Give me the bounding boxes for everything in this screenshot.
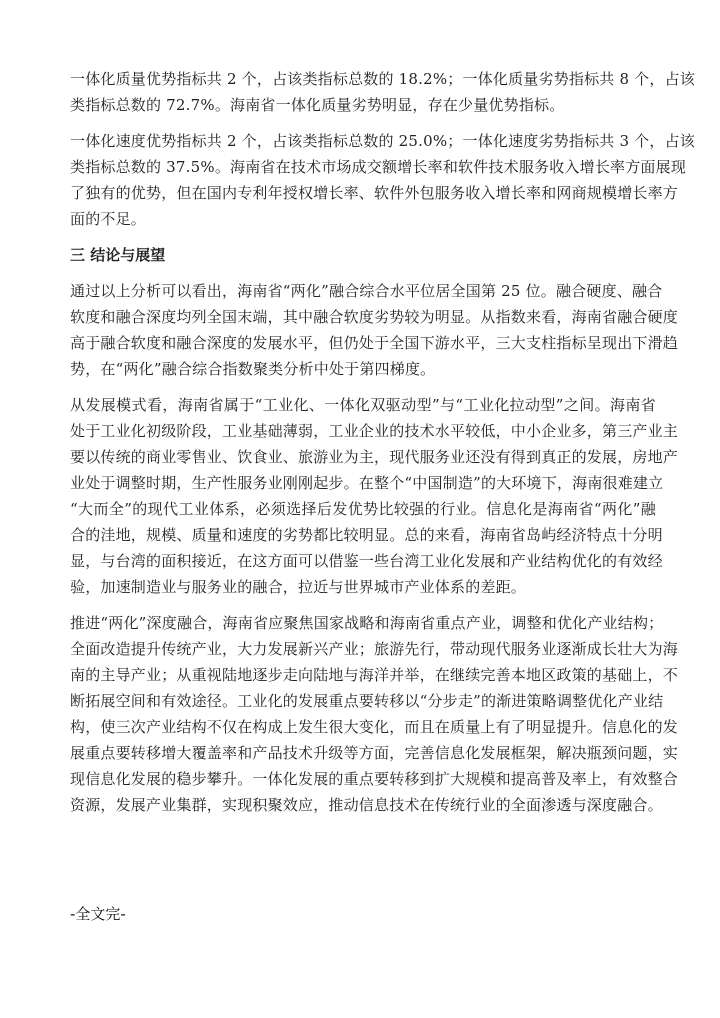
- text-line: 一体化速度优势指标共 2 个，占该类指标总数的 25.0%；一体化速度劣势指标共 3 个，占该: [70, 132, 695, 150]
- text-line: 业处于调整时期，生产性服务业刚刚起步。在整个“中国制造”的大环境下，海南很难建立: [70, 474, 664, 492]
- text-line: 现信息化发展的稳步攀升。一体化发展的重点要转移到扩大规模和提高普及率上，有效整合: [70, 770, 679, 788]
- end-of-document-marker: -全文完-: [70, 905, 126, 923]
- paragraph-development-mode: [70, 392, 679, 600]
- text-line: 处于工业化初级阶段，工业基础薄弱，工业企业的技术水平较低，中小企业多，第三产业主: [70, 422, 679, 440]
- text-line: 高于融合软度和融合深度的发展水平，但仍处于全国下游水平，三大支柱指标呈现出下滑趋: [70, 334, 679, 352]
- paragraph-integration-speed: [70, 128, 695, 232]
- text-line: 软度和融合深度均列全国末端，其中融合软度劣势较为明显。从指数来看，海南省融合硬度: [70, 308, 679, 326]
- text-line: 构，使三次产业结构不仅在构成上发生很大变化，而且在质量上有了明显提升。信息化的发: [70, 718, 679, 736]
- text-line: 合的洼地，规模、质量和速度的劣势都比较明显。总的来看，海南省岛屿经济特点十分明: [70, 526, 663, 544]
- paragraph-recommendations: [70, 610, 679, 818]
- section-heading: 三 结论与展望: [70, 246, 166, 264]
- text-line: 断拓展空间和有效途径。工业化的发展重点要转移以“分步走”的渐进策略调整优化产业结: [70, 692, 664, 710]
- text-line: 一体化质量优势指标共 2 个，占该类指标总数的 18.2%；一体化质量劣势指标共 8 个，占该: [70, 70, 695, 88]
- text-line: 要以传统的商业零售业、饮食业、旅游业为主，现代服务业还没有得到真正的发展，房地产: [70, 448, 679, 466]
- text-line: 验，加速制造业与服务业的融合，拉近与世界城市产业体系的差距。: [70, 578, 527, 596]
- text-line: 从发展模式看，海南省属于“工业化、一体化双驱动型”与“工业化拉动型”之间。海南省: [70, 396, 656, 414]
- paragraph-overall-level: [70, 278, 679, 382]
- text-line: 面的不足。: [70, 210, 147, 228]
- text-line: 全面改造提升传统产业，大力发展新兴产业；旅游先行，带动现代服务业逐渐成长壮大为海: [70, 640, 679, 658]
- text-line: 类指标总数的 72.7%。海南省一体化质量劣势明显，存在少量优势指标。: [70, 96, 565, 114]
- text-line: 展重点要转移增大覆盖率和产品技术升级等方面，完善信息化发展框架，解决瓶颈问题，实: [70, 744, 679, 762]
- text-line: “大而全”的现代工业体系，必须选择后发优势比较强的行业。信息化是海南省“两化”融: [70, 500, 656, 518]
- text-line: 推进“两化”深度融合，海南省应聚焦国家战略和海南省重点产业，调整和优化产业结构；: [70, 614, 664, 632]
- text-line: 南的主导产业；从重视陆地逐步走向陆地与海洋并举，在继续完善本地区政策的基础上，不: [70, 666, 679, 684]
- text-line: 势，在“两化”融合综合指数聚类分析中处于第四梯度。: [70, 360, 436, 378]
- text-line: 资源，发展产业集群，实现积聚效应，推动信息技术在传统行业的全面渗透与深度融合。: [70, 796, 663, 814]
- text-line: 通过以上分析可以看出，海南省“两化”融合综合水平位居全国第 25 位。融合硬度、融合: [70, 282, 663, 300]
- document-page: [70, 66, 695, 828]
- paragraph-integration-quality: [70, 66, 695, 118]
- text-line: 了独有的优势，但在国内专利年授权增长率、软件外包服务收入增长率和网商规模增长率方: [70, 184, 679, 202]
- text-line: 类指标总数的 37.5%。海南省在技术市场成交额增长率和软件技术服务收入增长率方面展现: [70, 158, 687, 176]
- text-line: 显，与台湾的面积接近，在这方面可以借鉴一些台湾工业化发展和产业结构优化的有效经: [70, 552, 663, 570]
